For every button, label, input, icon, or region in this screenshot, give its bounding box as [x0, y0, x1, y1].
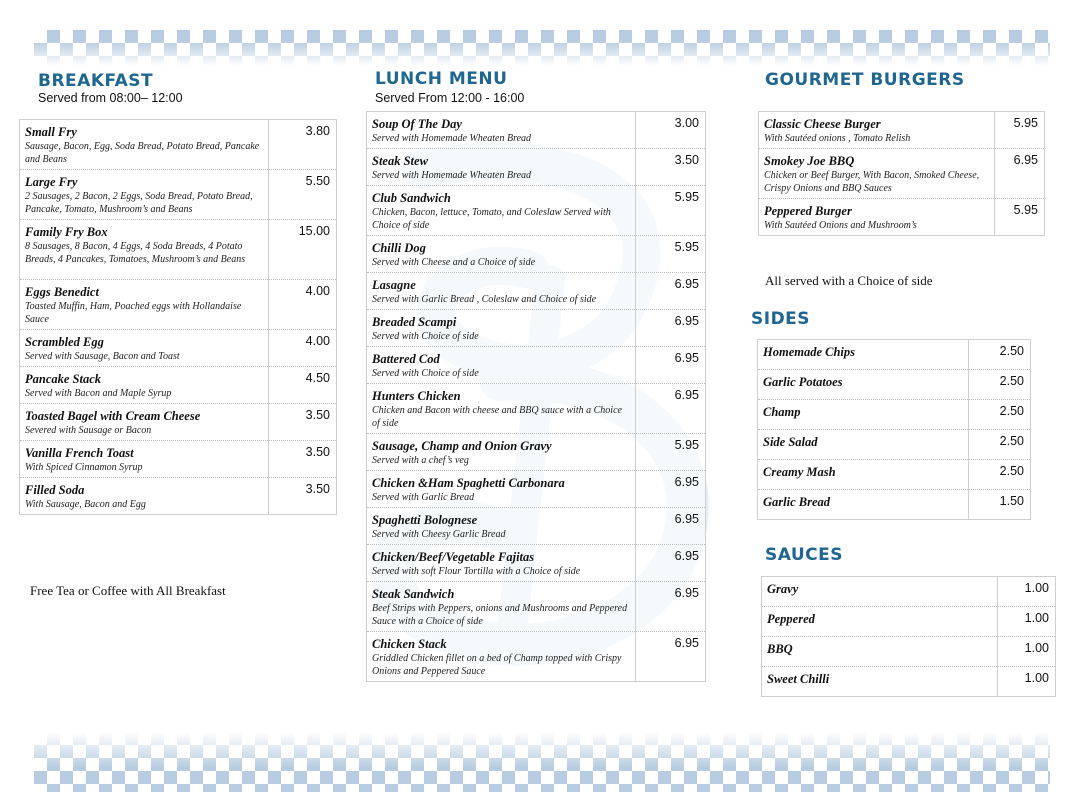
menu-item-row [367, 384, 706, 434]
item-name: Pancake Stack [25, 372, 102, 386]
item-price: 3.00 [636, 112, 706, 149]
item-price: 6.95 [636, 347, 706, 384]
item-name: Smokey Joe BBQ [764, 154, 855, 168]
item-price: 4.00 [269, 330, 337, 367]
item-name: Lasagne [372, 278, 416, 292]
item-description: With Spiced Cinnamon Syrup [25, 462, 143, 473]
item-name: Peppered [767, 612, 815, 626]
item-description: Served with Garlic Bread [372, 492, 475, 503]
menu-item-row [367, 471, 706, 508]
item-description: Chicken, Bacon, lettuce, Tomato, and Coleslaw Served with Choice of side [372, 207, 611, 231]
item-description: Served with Sausage, Bacon and Toast [25, 351, 180, 362]
item-description: Served with a chef’s veg [372, 455, 469, 466]
item-description: Served with Garlic Bread , Coleslaw and Choice of side [372, 294, 597, 305]
item-description: Served with Homemade Wheaten Bread [372, 170, 532, 181]
menu-item-row [20, 170, 337, 220]
item-price: 5.95 [636, 434, 706, 471]
menu-item-row [367, 545, 706, 582]
item-price: 2.50 [969, 460, 1031, 490]
menu-item-row [758, 490, 1031, 520]
item-name: Family Fry Box [25, 225, 108, 239]
item-name: Classic Cheese Burger [764, 117, 881, 131]
item-description: Served with Choice of side [372, 368, 479, 379]
breakfast-heading: BREAKFAST [38, 71, 154, 91]
menu-item-row [758, 400, 1031, 430]
item-price: 6.95 [636, 582, 706, 632]
menu-item-row [367, 310, 706, 347]
menu-item-row [759, 199, 1045, 236]
lunch-heading: LUNCH MENU [375, 69, 508, 89]
item-price: 6.95 [636, 471, 706, 508]
lunch-table [366, 111, 706, 682]
item-price: 6.95 [636, 310, 706, 347]
item-name: Spaghetti Bolognese [372, 513, 478, 527]
menu-item-row [762, 577, 1056, 607]
menu-item-row [367, 186, 706, 236]
sauces-table [761, 576, 1056, 697]
sauces-heading: SAUCES [765, 545, 844, 565]
item-price: 3.50 [269, 441, 337, 478]
item-name: Gravy [767, 582, 799, 596]
item-name: BBQ [767, 642, 793, 656]
item-price: 6.95 [636, 508, 706, 545]
item-name: Battered Cod [372, 352, 440, 366]
item-name: Large Fry [25, 175, 78, 189]
menu-item-row [20, 441, 337, 478]
item-price: 6.95 [636, 384, 706, 434]
item-description: Served with soft Flour Tortilla with a Choice of side [372, 566, 581, 577]
menu-item-row [759, 112, 1045, 149]
item-name: Chilli Dog [372, 241, 426, 255]
menu-item-row [367, 273, 706, 310]
item-price: 2.50 [969, 430, 1031, 460]
item-price: 3.50 [269, 404, 337, 441]
burgers-heading: GOURMET BURGERS [765, 70, 965, 90]
item-name: Soup Of The Day [372, 117, 462, 131]
item-name: Garlic Bread [763, 495, 831, 509]
menu-item-row [367, 236, 706, 273]
sides-heading: SIDES [751, 309, 811, 329]
menu-item-row [758, 370, 1031, 400]
item-name: Club Sandwich [372, 191, 451, 205]
item-description: Served with Cheese and a Choice of side [372, 257, 536, 268]
item-name: Steak Sandwich [372, 587, 455, 601]
menu-item-row [762, 667, 1056, 697]
item-price: 15.00 [269, 220, 337, 280]
breakfast-hours: Served from 08:00– 12:00 [38, 91, 183, 105]
item-description: Toasted Muffin, Ham, Poached eggs with Hollandaise Sauce [25, 301, 242, 325]
menu-item-row [367, 434, 706, 471]
menu-item-row [758, 460, 1031, 490]
menu-item-row [20, 367, 337, 404]
item-name: Chicken Stack [372, 637, 447, 651]
menu-item-row [20, 330, 337, 367]
menu-item-row [367, 149, 706, 186]
item-price: 5.95 [995, 199, 1045, 236]
item-price: 5.95 [995, 112, 1045, 149]
menu-item-row [367, 632, 706, 682]
checkered-border-top [34, 30, 1050, 66]
item-description: Served with Choice of side [372, 331, 479, 342]
item-price: 6.95 [995, 149, 1045, 199]
item-price: 1.00 [998, 667, 1056, 697]
item-name: Sausage, Champ and Onion Gravy [372, 439, 552, 453]
menu-item-row [20, 280, 337, 330]
menu-item-row [20, 220, 337, 280]
item-name: Hunters Chicken [372, 389, 461, 403]
item-price: 2.50 [969, 400, 1031, 430]
menu-item-row [758, 430, 1031, 460]
checkered-border-bottom [34, 732, 1050, 792]
item-price: 5.50 [269, 170, 337, 220]
item-price: 3.50 [636, 149, 706, 186]
item-name: Toasted Bagel with Cream Cheese [25, 409, 201, 423]
item-price: 1.50 [969, 490, 1031, 520]
item-name: Breaded Scampi [372, 315, 457, 329]
item-description: With Sautéed onions , Tomato Relish [764, 133, 911, 144]
item-price: 5.95 [636, 236, 706, 273]
item-price: 3.50 [269, 478, 337, 515]
item-description: Served with Cheesy Garlic Bread [372, 529, 506, 540]
item-name: Creamy Mash [763, 465, 836, 479]
burgers-note: All served with a Choice of side [765, 273, 933, 288]
item-description: Sausage, Bacon, Egg, Soda Bread, Potato Bread, Pancake and Beans [25, 141, 260, 165]
item-price: 1.00 [998, 577, 1056, 607]
breakfast-note: Free Tea or Coffee with All Breakfast [30, 583, 226, 598]
sides-table [757, 339, 1031, 520]
item-description: Severed with Sausage or Bacon [25, 425, 152, 436]
menu-item-row [762, 607, 1056, 637]
item-description: With Sautéed Onions and Mushroom’s [764, 220, 917, 231]
item-description: Griddled Chicken fillet on a bed of Champ topped with Crispy Onions and Peppered Sauce [372, 653, 622, 677]
item-name: Champ [763, 405, 801, 419]
menu-item-row [367, 112, 706, 149]
item-name: Homemade Chips [763, 345, 856, 359]
menu-item-row [20, 478, 337, 515]
item-price: 2.50 [969, 340, 1031, 370]
item-name: Chicken/Beef/Vegetable Fajitas [372, 550, 535, 564]
item-price: 1.00 [998, 637, 1056, 667]
item-price: 1.00 [998, 607, 1056, 637]
item-price: 6.95 [636, 632, 706, 682]
item-price: 6.95 [636, 545, 706, 582]
item-name: Filled Soda [25, 483, 85, 497]
item-name: Chicken &Ham Spaghetti Carbonara [372, 476, 565, 490]
menu-item-row [367, 347, 706, 384]
item-price: 5.95 [636, 186, 706, 236]
item-name: Side Salad [763, 435, 818, 449]
item-description: Served with Homemade Wheaten Bread [372, 133, 532, 144]
item-description: 2 Sausages, 2 Bacon, 2 Eggs, Soda Bread, Potato Bread, Pancake, Tomato, Mushroom’s and Beans [25, 191, 253, 215]
item-description: With Sausage, Bacon and Egg [25, 499, 146, 510]
item-name: Small Fry [25, 125, 77, 139]
item-description: Chicken or Beef Burger, With Bacon, Smoked Cheese, Crispy Onions and BBQ Sauces [764, 170, 980, 194]
item-description: Chicken and Bacon with cheese and BBQ sauce with a Choice of side [372, 405, 622, 429]
breakfast-table [19, 119, 337, 515]
menu-item-row [367, 582, 706, 632]
menu-item-row [758, 340, 1031, 370]
item-name: Scrambled Egg [25, 335, 104, 349]
item-price: 4.00 [269, 280, 337, 330]
item-description: Served with Bacon and Maple Syrup [25, 388, 172, 399]
menu-item-row [762, 637, 1056, 667]
item-name: Garlic Potatoes [763, 375, 843, 389]
item-name: Eggs Benedict [25, 285, 99, 299]
item-name: Peppered Burger [764, 204, 852, 218]
burgers-table [758, 111, 1045, 236]
menu-item-row [367, 508, 706, 545]
menu-item-row [20, 120, 337, 170]
item-description: Beef Strips with Peppers, onions and Mushrooms and Peppered Sauce with a Choice of side [372, 603, 628, 627]
item-price: 3.80 [269, 120, 337, 170]
menu-item-row [759, 149, 1045, 199]
item-name: Steak Stew [372, 154, 428, 168]
item-description: 8 Sausages, 8 Bacon, 4 Eggs, 4 Soda Breads, 4 Potato Breads, 4 Pancakes, Tomatoes, Mushroom’s and Beans [25, 241, 246, 265]
item-price: 2.50 [969, 370, 1031, 400]
item-name: Vanilla French Toast [25, 446, 134, 460]
lunch-hours: Served From 12:00 - 16:00 [375, 91, 525, 105]
item-price: 4.50 [269, 367, 337, 404]
menu-item-row [20, 404, 337, 441]
item-name: Sweet Chilli [767, 672, 830, 686]
item-price: 6.95 [636, 273, 706, 310]
